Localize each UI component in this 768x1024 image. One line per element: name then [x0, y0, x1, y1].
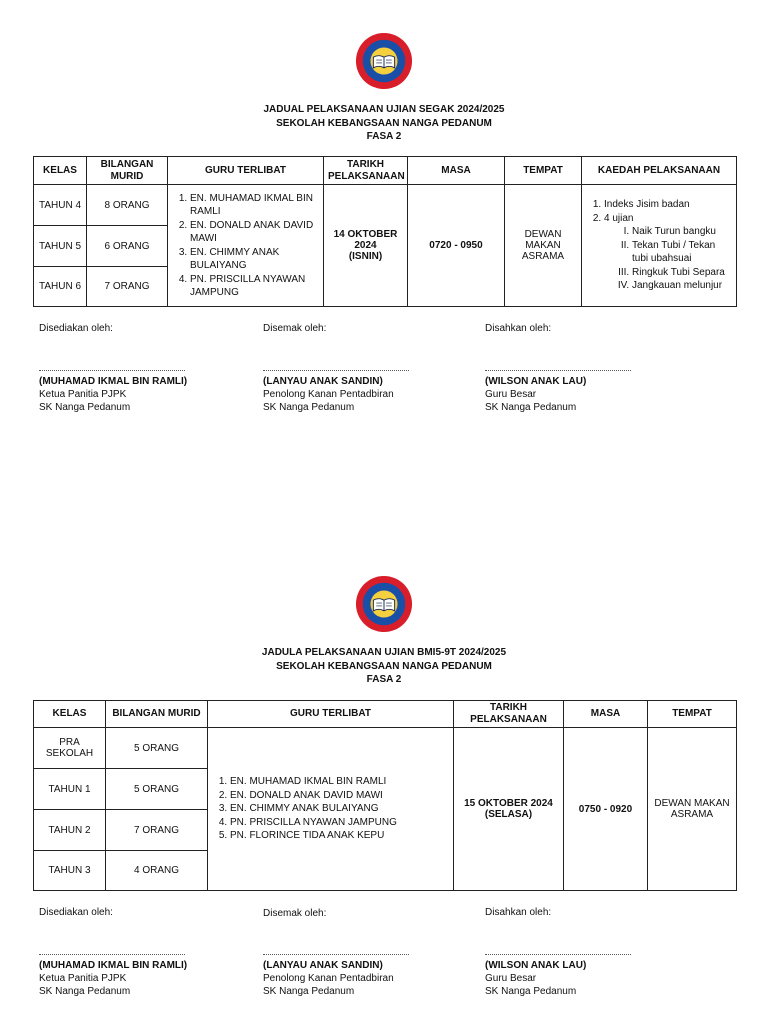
bilangan-cell: 8 ORANG	[87, 185, 168, 226]
tarikh-line: 15 OKTOBER 2024	[464, 798, 553, 809]
doc2-schedule-table	[33, 700, 737, 891]
bilangan-cell: 6 ORANG	[87, 226, 168, 267]
tempat-line: DEWAN MAKAN	[654, 798, 730, 809]
guru-item: 2. EN. DONALD ANAK DAVID MAWI	[230, 789, 449, 803]
tarikh-line: 2024	[354, 240, 377, 251]
school-crest-logo	[355, 575, 413, 633]
bilangan-cell: 5 ORANG	[106, 728, 208, 769]
school-crest-logo	[355, 32, 413, 90]
signature-school: SK Nanga Pedanum	[485, 986, 577, 997]
bilangan-cell: 7 ORANG	[87, 267, 168, 307]
guru-terlibat-cell	[208, 728, 454, 891]
doc1-title-line: SEKOLAH KEBANGSAAN NANGA PEDANUM	[276, 117, 492, 129]
doc2-title	[0, 646, 768, 687]
doc1-signature-prepared	[39, 323, 239, 414]
signature-name: (WILSON ANAK LAU)	[485, 376, 587, 387]
kelas-cell: TAHUN 4	[34, 185, 87, 226]
kaedah-sub-list	[604, 225, 732, 293]
guru-item: 1. EN. MUHAMAD IKMAL BIN RAMLI	[230, 775, 449, 789]
signature-label: Disediakan oleh:	[39, 323, 113, 334]
signature-label: Disemak oleh:	[263, 323, 327, 334]
doc2-signature-prepared	[39, 907, 239, 998]
kaedah-sub-item: III. Ringkuk Tubi Separa	[632, 266, 732, 280]
signature-title: Penolong Kanan Pentadbiran	[263, 973, 394, 984]
tempat-line: ASRAMA	[670, 809, 714, 820]
guru-item: 4. PN. PRISCILLA NYAWAN JAMPUNG	[230, 816, 449, 830]
masa-cell: 0720 - 0950	[408, 185, 505, 307]
doc2-signature-approved	[485, 907, 685, 998]
signature-school: SK Nanga Pedanum	[263, 986, 355, 997]
guru-item: 1. EN. MUHAMAD IKMAL BIN RAMLI	[190, 192, 319, 219]
doc1-title	[0, 103, 768, 144]
signature-line	[39, 370, 185, 371]
signature-label: Disemak oleh:	[263, 908, 327, 919]
signature-school: SK Nanga Pedanum	[485, 402, 577, 413]
signature-line	[263, 954, 409, 955]
guru-item: 4. PN. PRISCILLA NYAWAN JAMPUNG	[190, 273, 319, 300]
signature-school: SK Nanga Pedanum	[39, 402, 131, 413]
kelas-cell: TAHUN 5	[34, 226, 87, 267]
signature-title: Guru Besar	[485, 389, 537, 400]
header-bilangan-murid: BILANGAN MURID	[106, 701, 208, 728]
kelas-cell: TAHUN 1	[34, 769, 106, 810]
header-tempat: TEMPAT	[648, 701, 737, 728]
doc1-signature-checked	[263, 323, 463, 414]
kaedah-item	[604, 212, 732, 293]
bilangan-cell: 4 ORANG	[106, 851, 208, 891]
signature-name: (MUHAMAD IKMAL BIN RAMLI)	[39, 376, 188, 387]
signature-name: (LANYAU ANAK SANDIN)	[263, 960, 383, 971]
header-tempat: TEMPAT	[505, 157, 582, 185]
doc2-title-line: SEKOLAH KEBANGSAAN NANGA PEDANUM	[276, 660, 492, 672]
doc1-title-line: JADUAL PELAKSANAAN UJIAN SEGAK 2024/2025	[263, 104, 505, 115]
guru-item: 3. EN. CHIMMY ANAK BULAIYANG	[190, 246, 319, 273]
signature-label: Disediakan oleh:	[39, 907, 113, 918]
header-guru-terlibat: GURU TERLIBAT	[168, 157, 324, 185]
bilangan-cell: 5 ORANG	[106, 769, 208, 810]
doc1-schedule-table	[33, 156, 737, 307]
kelas-cell: TAHUN 3	[34, 851, 106, 891]
signature-label: Disahkan oleh:	[485, 323, 552, 334]
kelas-cell: TAHUN 6	[34, 267, 87, 307]
kelas-cell: PRA SEKOLAH	[34, 728, 106, 769]
tarikh-line: (ISNIN)	[348, 251, 383, 262]
signature-line	[263, 370, 409, 371]
tarikh-line: (SELASA)	[484, 809, 533, 820]
kaedah-item: 1. Indeks Jisim badan	[604, 198, 732, 212]
bilangan-cell: 7 ORANG	[106, 810, 208, 851]
header-tarikh: TARIKH PELAKSANAAN	[324, 157, 408, 185]
header-tarikh: TARIKH PELAKSANAAN	[454, 701, 564, 728]
tempat-line: MAKAN	[525, 240, 561, 251]
header-kelas: KELAS	[34, 701, 106, 728]
kaedah-item-text: 4 ujian	[604, 212, 634, 224]
guru-list	[172, 192, 319, 300]
signature-name: (LANYAU ANAK SANDIN)	[263, 376, 383, 387]
header-masa: MASA	[408, 157, 505, 185]
signature-line	[485, 954, 631, 955]
signature-title: Guru Besar	[485, 973, 537, 984]
header-kaedah: KAEDAH PELAKSANAAN	[582, 157, 737, 185]
tarikh-cell	[454, 728, 564, 891]
tempat-cell	[648, 728, 737, 891]
guru-item: 3. EN. CHIMMY ANAK BULAIYANG	[230, 802, 449, 816]
tarikh-cell	[324, 185, 408, 307]
signature-title: Penolong Kanan Pentadbiran	[263, 389, 394, 400]
signature-school: SK Nanga Pedanum	[263, 402, 355, 413]
masa-cell: 0750 - 0920	[564, 728, 648, 891]
guru-terlibat-cell	[168, 185, 324, 307]
guru-item: 5. PN. FLORINCE TIDA ANAK KEPU	[230, 829, 449, 843]
guru-list	[212, 775, 449, 843]
signature-school: SK Nanga Pedanum	[39, 986, 131, 997]
tempat-cell	[505, 185, 582, 307]
kaedah-sub-item: II. Tekan Tubi / Tekan tubi ubahsuai	[632, 239, 732, 266]
tempat-line: ASRAMA	[521, 251, 565, 262]
kaedah-list	[586, 198, 732, 293]
header-kelas: KELAS	[34, 157, 87, 185]
signature-line	[39, 954, 185, 955]
signature-title: Ketua Panitia PJPK	[39, 973, 127, 984]
signature-name: (WILSON ANAK LAU)	[485, 960, 587, 971]
signature-line	[485, 370, 631, 371]
doc2-signature-checked	[263, 908, 463, 998]
tarikh-line: 14 OKTOBER	[333, 229, 398, 240]
signature-title: Ketua Panitia PJPK	[39, 389, 127, 400]
signature-label: Disahkan oleh:	[485, 907, 552, 918]
kaedah-sub-item: IV. Jangkauan melunjur	[632, 279, 732, 293]
header-masa: MASA	[564, 701, 648, 728]
tempat-line: DEWAN	[524, 229, 562, 240]
doc2-title-line: FASA 2	[366, 674, 402, 685]
doc2-title-line: JADULA PELAKSANAAN UJIAN BMI5-9T 2024/2025	[261, 647, 507, 658]
guru-item: 2. EN. DONALD ANAK DAVID MAWI	[190, 219, 319, 246]
kaedah-sub-item: I. Naik Turun bangku	[632, 225, 732, 239]
doc1-title-line: FASA 2	[366, 131, 402, 142]
signature-name: (MUHAMAD IKMAL BIN RAMLI)	[39, 960, 188, 971]
doc1-signature-approved	[485, 323, 685, 414]
kelas-cell: TAHUN 2	[34, 810, 106, 851]
header-guru-terlibat: GURU TERLIBAT	[208, 701, 454, 728]
header-bilangan-murid: BILANGAN MURID	[87, 157, 168, 185]
kaedah-cell	[582, 185, 737, 307]
